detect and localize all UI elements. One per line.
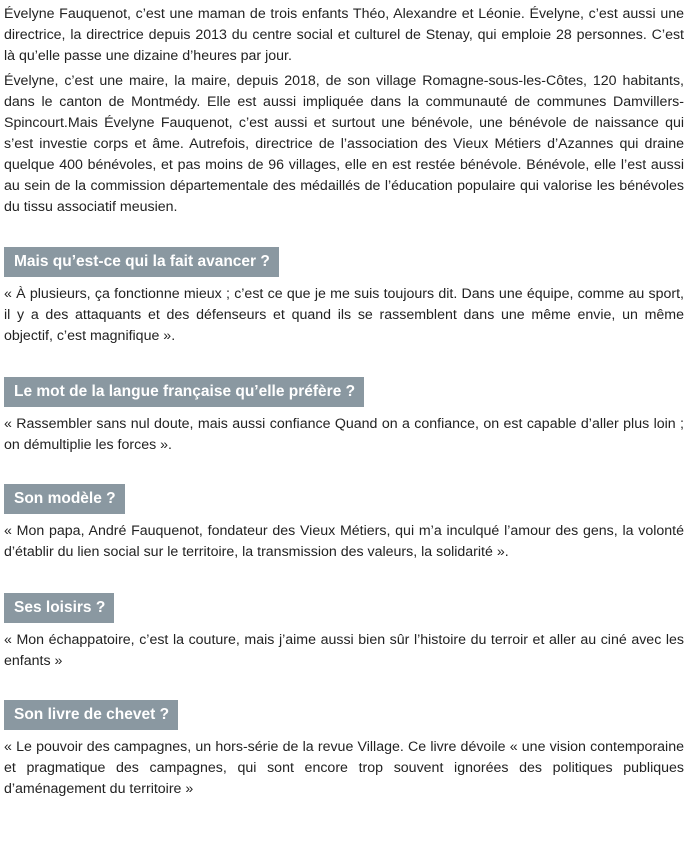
section-answer: « Le pouvoir des campagnes, un hors-série de la revue Village. Ce livre dévoile « une vision contemporaine et pragmatique des campagnes, qui sont encore trop souvent ignorées des politiques publiques d’aménagement du territoire »: [4, 739, 684, 797]
section-bedside-book: [4, 700, 684, 800]
section-favorite-word: [4, 377, 684, 456]
section-answer: « Mon papa, André Fauquenot, fondateur des Vieux Métiers, qui m’a inculqué l’amour des gens, la volonté d’établir du lien social sur le territoire, la transmission des valeurs, la solidarité ».: [4, 523, 684, 560]
section-heading: Le mot de la langue française qu’elle préfère ?: [4, 377, 364, 407]
section-heading: Son livre de chevet ?: [4, 700, 178, 730]
section-answer: « Mon échappatoire, c’est la couture, mais j’aime aussi bien sûr l’histoire du terroir et aller au ciné avec les enfants »: [4, 632, 684, 669]
section-answer: « Rassembler sans nul doute, mais aussi confiance Quand on a confiance, on est capable d’aller plus loin ; on démultiplie les forces ».: [4, 416, 684, 453]
section-role-model: [4, 484, 684, 563]
intro-paragraph: Évelyne Fauquenot, c’est une maman de trois enfants Théo, Alexandre et Léonie. Évelyne, c’est aussi une directrice, la directrice depuis 2013 du centre social et culturel de Stenay, qui emploie 28 personnes. C’est là qu’elle passe une dizaine d’heures par jour.: [4, 6, 684, 64]
intro-paragraph: Évelyne, c’est une maire, la maire, depuis 2018, de son village Romagne-sous-les-Côtes, 120 habitants, dans le canton de Montmédy. Elle est aussi impliquée dans la communauté de communes Damvillers-Spincourt.Mais Évelyne Fauquenot, c’est aussi et surtout une bénévole, une bénévole de naissance qui s’est investie corps et âme. Autrefois, directrice de l’association des Vieux Métiers d’Azannes qui draine quelque 400 bénévoles, et pas moins de 96 villages, elle en est restée bénévole. Bénévole, elle l’est aussi au sein de la commission départementale des médaillés de l’éducation populaire qui valorise les bénévoles du tissu associatif meusien.: [4, 73, 684, 215]
section-what-drives-her: [4, 247, 684, 347]
section-hobbies: [4, 593, 684, 672]
section-answer: « À plusieurs, ça fonctionne mieux ; c’est ce que je me suis toujours dit. Dans une équipe, comme au sport, il y a des attaquants et des défenseurs et quand ils se rassemblent dans une même envie, un même objectif, c’est magnifique ».: [4, 286, 684, 344]
section-heading: Mais qu’est-ce qui la fait avancer ?: [4, 247, 279, 277]
article: [4, 4, 684, 800]
section-heading: Ses loisirs ?: [4, 593, 114, 623]
section-heading: Son modèle ?: [4, 484, 125, 514]
